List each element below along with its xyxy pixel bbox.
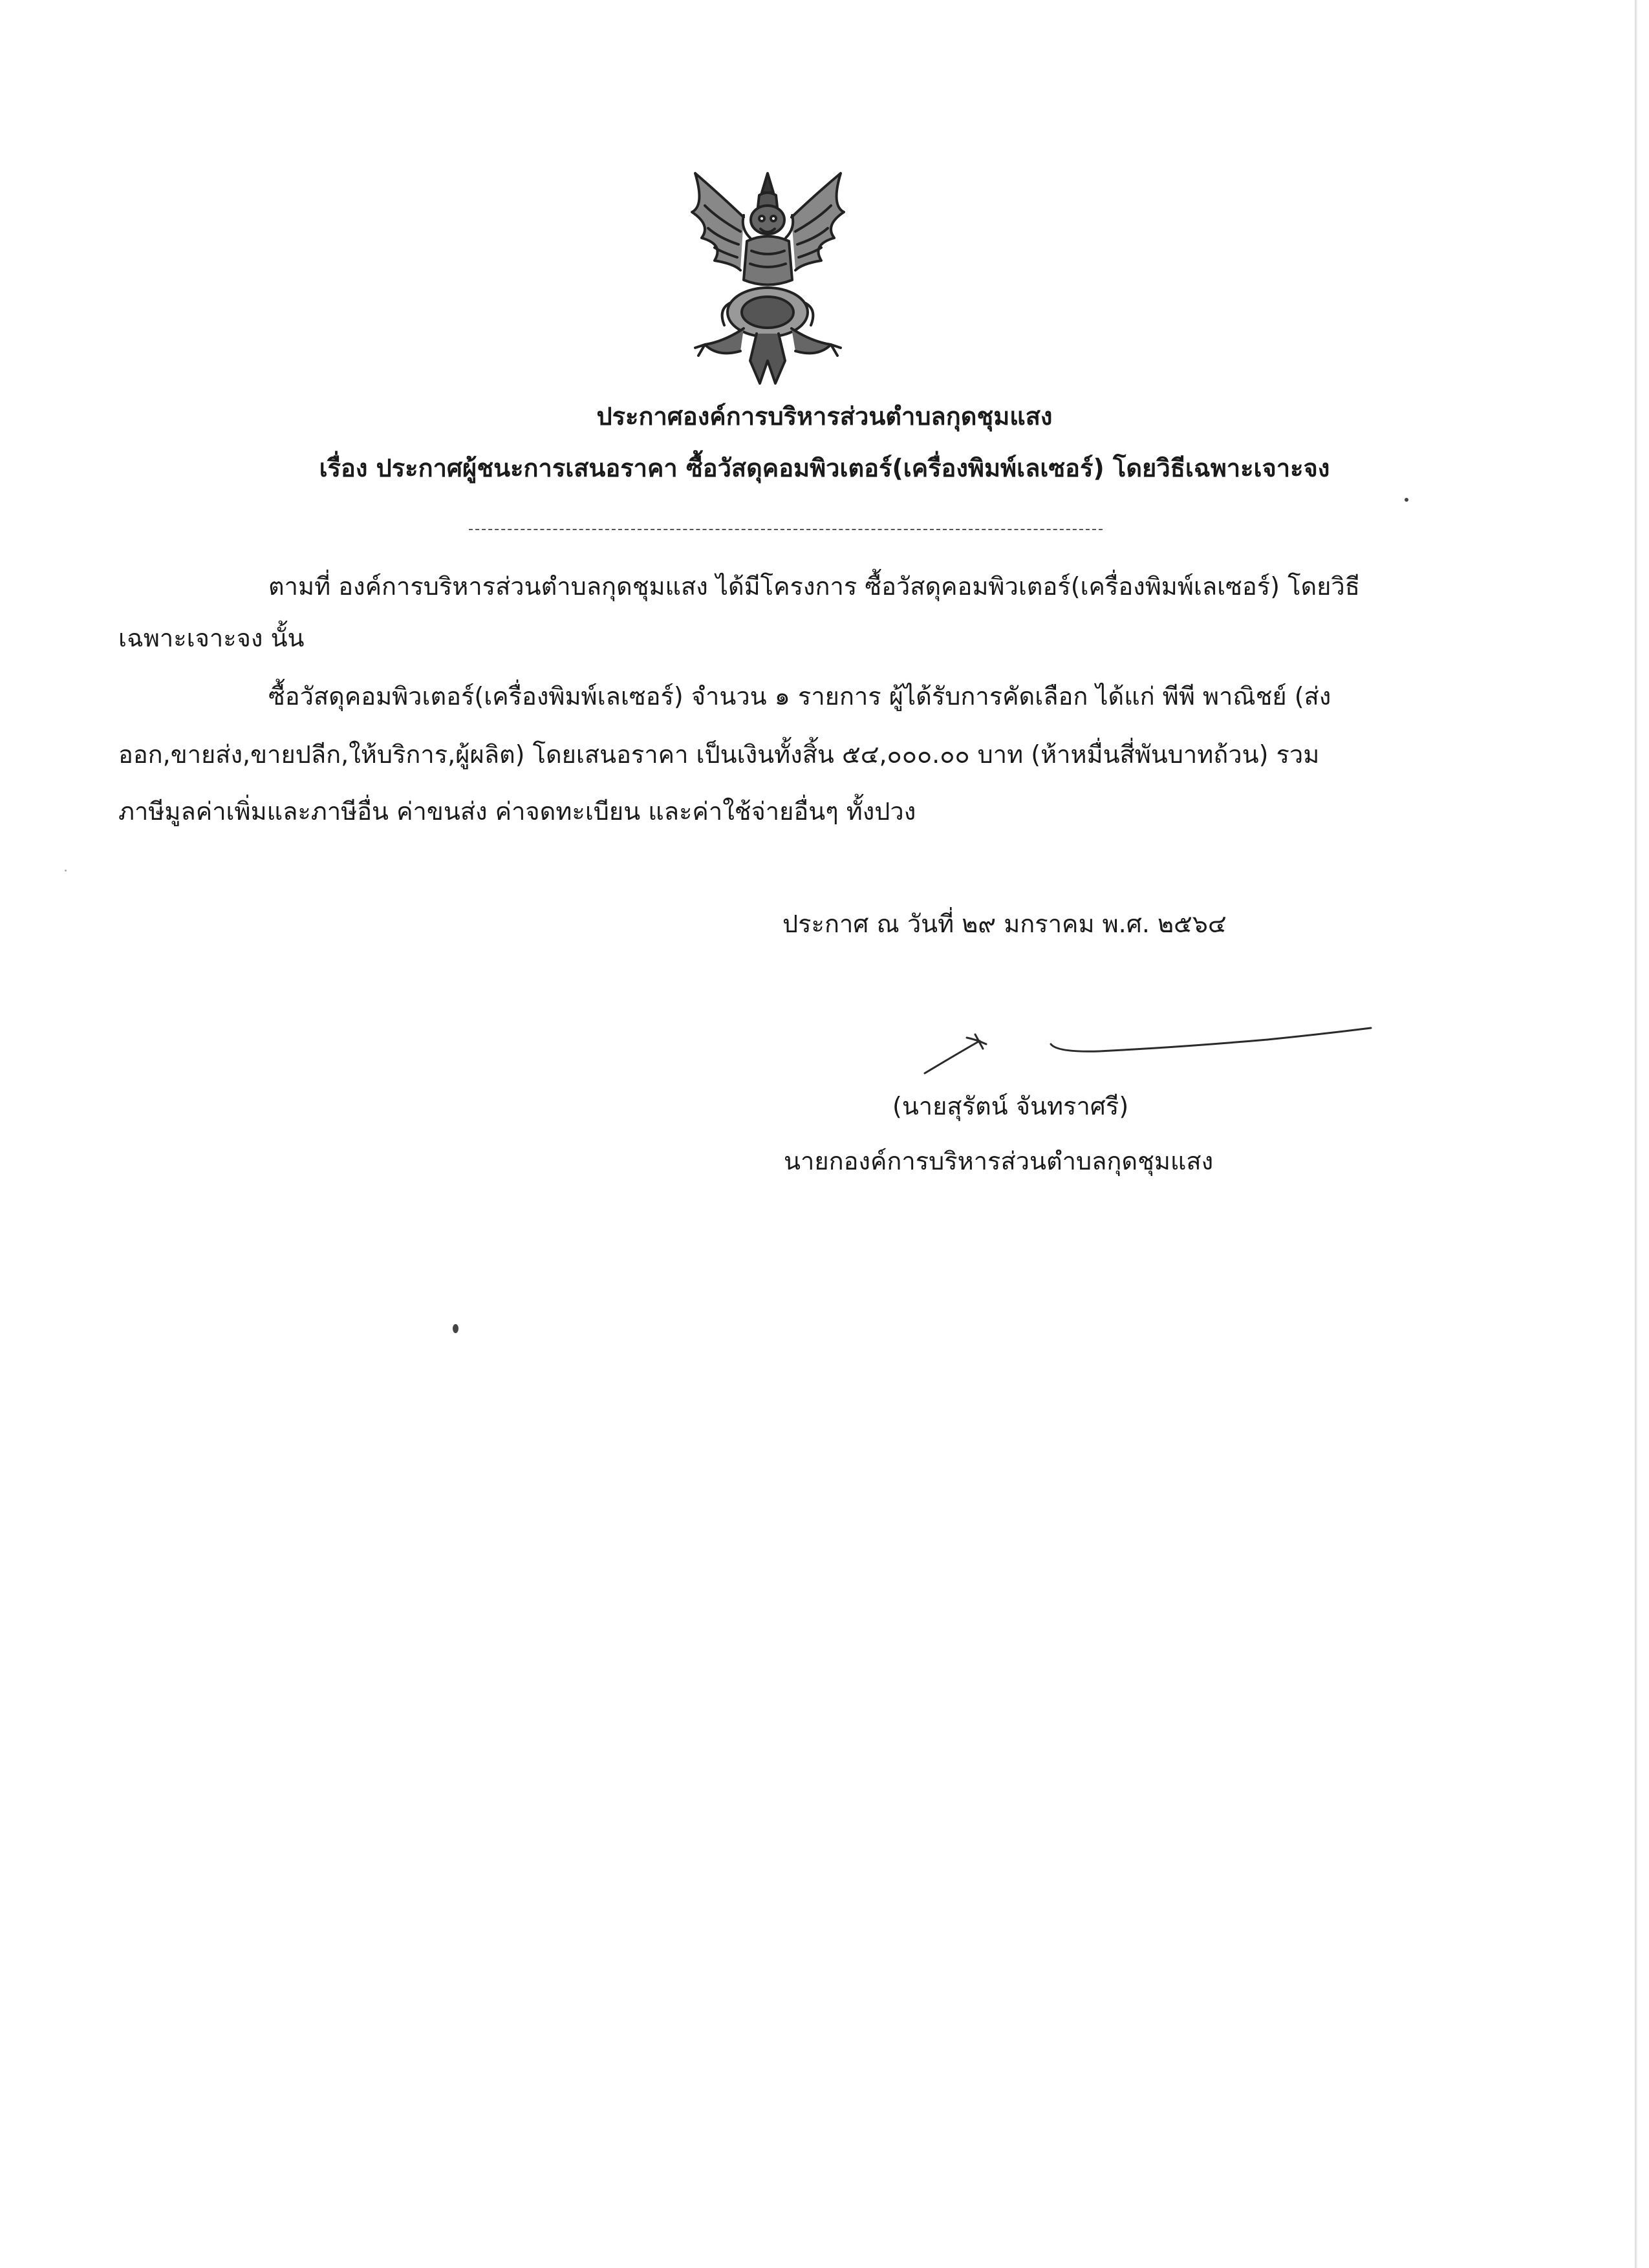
- scan-speck: [65, 870, 67, 872]
- dashed-divider: [469, 529, 1103, 530]
- paragraph2-line1: ซื้อวัสดุคอมพิวเตอร์(เครื่องพิมพ์เลเซอร์) จำนวน ๑ รายการ ผู้ได้รับการคัดเลือก ได้แก่ พีพี พาณิชย์ (ส่ง: [268, 682, 1331, 711]
- signature-icon: [905, 1009, 1397, 1086]
- paragraph2-line2: ออก,ขายส่ง,ขายปลีก,ให้บริการ,ผู้ผลิต) โดยเสนอราคา เป็นเงินทั้งสิ้น ๕๔,๐๐๐.๐๐ บาท (ห้าหมื่นสี่พันบาทถ้วน) รวม: [118, 740, 1320, 769]
- scan-edge: [1635, 0, 1637, 2268]
- paragraph2-line3: ภาษีมูลค่าเพิ่มและภาษีอื่น ค่าขนส่ง ค่าจดทะเบียน และค่าใช้จ่ายอื่นๆ ทั้งปวง: [118, 797, 916, 826]
- paragraph1-line2: เฉพาะเจาะจง นั้น: [118, 624, 305, 652]
- scan-speck: [453, 1324, 458, 1333]
- garuda-emblem-icon: [679, 167, 857, 390]
- signatory-name: (นายสุรัตน์ จันทราศรี): [892, 1092, 1129, 1120]
- signatory-position: นายกองค์การบริหารส่วนตำบลกุดชุมแสง: [784, 1147, 1214, 1175]
- paragraph1-line1: ตามที่ องค์การบริหารส่วนตำบลกุดชุมแสง ได้มีโครงการ ซื้อวัสดุคอมพิวเตอร์(เครื่องพิมพ์เลเซอร์) โดยวิธี: [268, 572, 1360, 601]
- announcement-title: ประกาศองค์การบริหารส่วนตำบลกุดชุมแสง: [596, 402, 1053, 431]
- announcement-date: ประกาศ ณ วันที่ ๒๙ มกราคม พ.ศ. ๒๕๖๔: [782, 910, 1227, 938]
- scan-speck: [1405, 498, 1408, 502]
- announcement-subject: เรื่อง ประกาศผู้ชนะการเสนอราคา ซื้อวัสดุคอมพิวเตอร์(เครื่องพิมพ์เลเซอร์) โดยวิธีเฉพาะเจาะจง: [319, 454, 1330, 482]
